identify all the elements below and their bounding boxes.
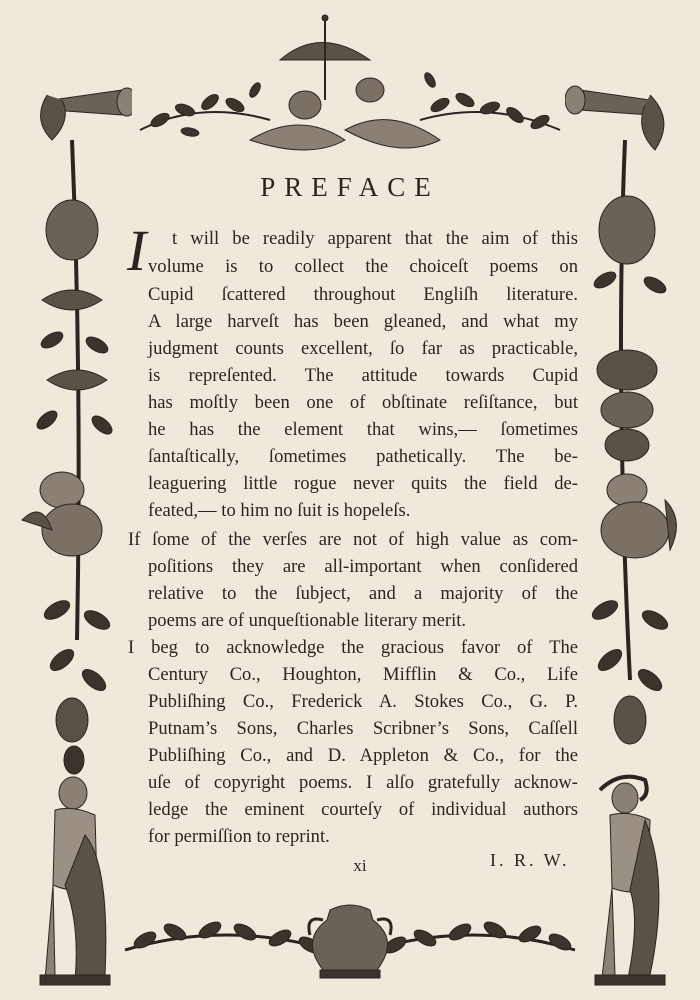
text-line: ſantaſtically, ſometimes pathetically. The be- [148,446,578,467]
drop-cap: I [127,218,147,283]
text-line: t will be readily apparent that the aim of this [172,228,578,249]
text-line: judgment counts excellent, ſo far as practicable, [148,338,578,359]
text-line: poems are of unqueſtionable literary merit. [148,610,467,631]
text-line: Putnam’s Sons, Charles Scribner’s Sons, Caſſell [148,718,578,739]
text-line: poſitions they are all-important when conſidered [148,556,578,577]
text-line: has moſtly been one of obſtinate reſiſtance, but [148,392,578,413]
text-line: Publiſhing Co., Frederick A. Stokes Co., G. P. [148,691,578,712]
text-line: Century Co., Houghton, Mifflin & Co., Life [148,664,578,685]
page-number: xi [353,856,367,875]
text-line: If ſome of the verſes are not of high value as com- [128,529,578,550]
text-line: feated,— to him no ſuit is hopeleſs. [148,500,411,521]
text-line: ledge the eminent courteſy of individual authors [148,799,578,820]
page-title: PREFACE [260,172,440,202]
text-line: uſe of copyright poems. I alſo gratefully acknow- [148,772,578,793]
text-line: Publiſhing Co., and D. Appleton & Co., for the [148,745,578,766]
text-line: I beg to acknowledge the gracious favor of The [128,637,578,658]
signature: I. R. W. [490,850,570,870]
text-line: is repreſented. The attitude towards Cupid [148,365,578,386]
text-line: for permiſſion to reprint. [148,826,330,847]
text-line: Cupid ſcattered throughout Engliſh literature. [148,284,578,305]
text-line: A large harveſt has been gleaned, and what my [148,311,578,332]
text-line: leaguering little rogue never quits the field de- [148,473,578,494]
text-line: volume is to collect the choiceſt poems on [148,256,578,277]
text-line: relative to the ſubject, and a majority of the [148,583,578,604]
text-line: he has the element that wins,— ſometimes [148,419,578,440]
